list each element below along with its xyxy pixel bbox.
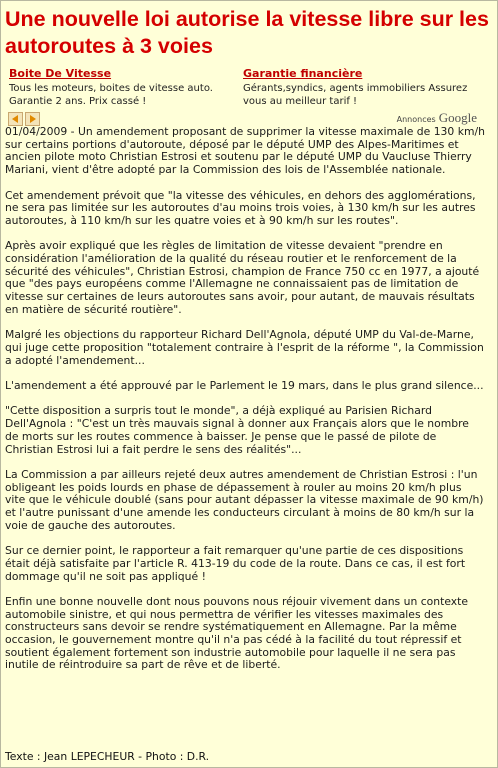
article-paragraph: Cet amendement prévoit que "la vitesse des véhicules, en dehors des agglomérations, ne sera pas limitée sur les autoroutes d'au moins trois voies, à 130 km/h sur les autres autoroutes, à 110 km/h sur les quatre voies et à 90 km/h sur les routes". [5, 188, 476, 227]
article-paragraph: La Commission a par ailleurs rejeté deux autres amendement de Christian Estrosi : l'un obligeant les poids lourds en phase de dépassement à rouler au moins 20 km/h plus vite que le véhicule doublé (sans pour autant dépasser la vitesse maximale de 90 km/h) et l'autre punissant d'une amende les conducteurs circulant à moins de 80 km/h sur la voie de gauche des autoroutes. [5, 467, 484, 532]
article-paragraph: 01/04/2009 - Un amendement proposant de supprimer la vitesse maximale de 130 km/h sur certains portions d'autoroute, déposé par le député UMP des Alpes-Maritimes et ancien pilote moto Christian Estrosi et soutenu par le député UMP du Vaucluse Thierry Mariani, vient d'être adopté par la Commission des lois de l'Assemblée nationale. [5, 125, 485, 177]
article-paragraph: Enfin une bonne nouvelle dont nous pouvons nous réjouir vivement dans un contexte automobile sinistre, et qui nous permettra de vérifier les vitesses maximales des constructeurs sans devoir se rendre systématiquement en Allemagne. Par la même occasion, le gouvernement montre qu'il n'a pas cédé à la facilité du tout répressif et soutient également fortement son industrie automobile pour laquelle il ne sera pas inutile de réintroduire sa part de rêve et de liberté. [5, 594, 469, 672]
article-body [5, 126, 485, 685]
ad-item[interactable] [243, 67, 473, 108]
ad-item[interactable] [9, 67, 239, 108]
ad-block [9, 67, 489, 109]
ad-title-link[interactable]: Boite De Vitesse [9, 67, 112, 80]
ad-next-button[interactable] [25, 112, 40, 126]
article-paragraph: Malgré les objections du rapporteur Richard Dell'Agnola, député UMP du Val-de-Marne, qui juge cette proposition "totalement contraire à l'esprit de la réforme ", la Commission a adopté l'amendement... [5, 328, 484, 367]
ad-title-link[interactable]: Garantie financière [243, 67, 363, 80]
article-paragraph: L'amendement a été approuvé par le Parlement le 19 mars, dans le plus grand silence... [5, 379, 484, 392]
ad-navigation [8, 111, 48, 125]
google-logo: Google [438, 110, 477, 125]
arrow-right-icon [30, 115, 36, 123]
article-credit: Texte : Jean LEPECHEUR - Photo : D.R. [5, 750, 210, 763]
ad-body: Gérants,syndics, agents immobiliers Assurez vous au meilleur tarif ! [243, 83, 468, 107]
article-paragraph: Sur ce dernier point, le rapporteur a fait remarquer qu'une partie de ces dispositions était déjà satisfaite par l'article R. 413-19 du code de la route. Dans ce cas, il est fort dommage qu'il ne soit pas appliqué ! [5, 544, 466, 583]
article-paragraph: Après avoir expliqué que les règles de limitation de vitesse devaient "prendre en considération l'amélioration de la qualité du réseau routier et le renforcement de la sécurité des véhicules", Christian Estrosi, champion de France 750 cc en 1977, a ajouté que "des pays européens comme l'Allemagne ne connaissaient pas de limitation de vitesse sur certaines de leurs autoroutes sans avoir, pour autant, de mauvais résultats en matière de sécurité routière". [5, 239, 480, 316]
article-paragraph: "Cette disposition a surpris tout le monde", a déjà expliqué au Parisien Richard Dell'Agnola : "C'est un très mauvais signal à donner aux Français alors que le nombre de morts sur les routes commence à baisser. Je pense que le passé de pilote de Christian Estrosi lui a fait perdre le sens des réalités"... [5, 404, 469, 456]
ads-by-label: Annonces [396, 115, 436, 124]
ad-prev-button[interactable] [8, 112, 23, 126]
article-title: Une nouvelle loi autorise la vitesse libre sur les autoroutes à 3 voies [5, 7, 489, 58]
ads-by-google[interactable] [397, 110, 477, 126]
ad-body: Tous les moteurs, boites de vitesse auto. Garantie 2 ans. Prix cassé ! [9, 83, 213, 107]
arrow-left-icon [12, 115, 18, 123]
